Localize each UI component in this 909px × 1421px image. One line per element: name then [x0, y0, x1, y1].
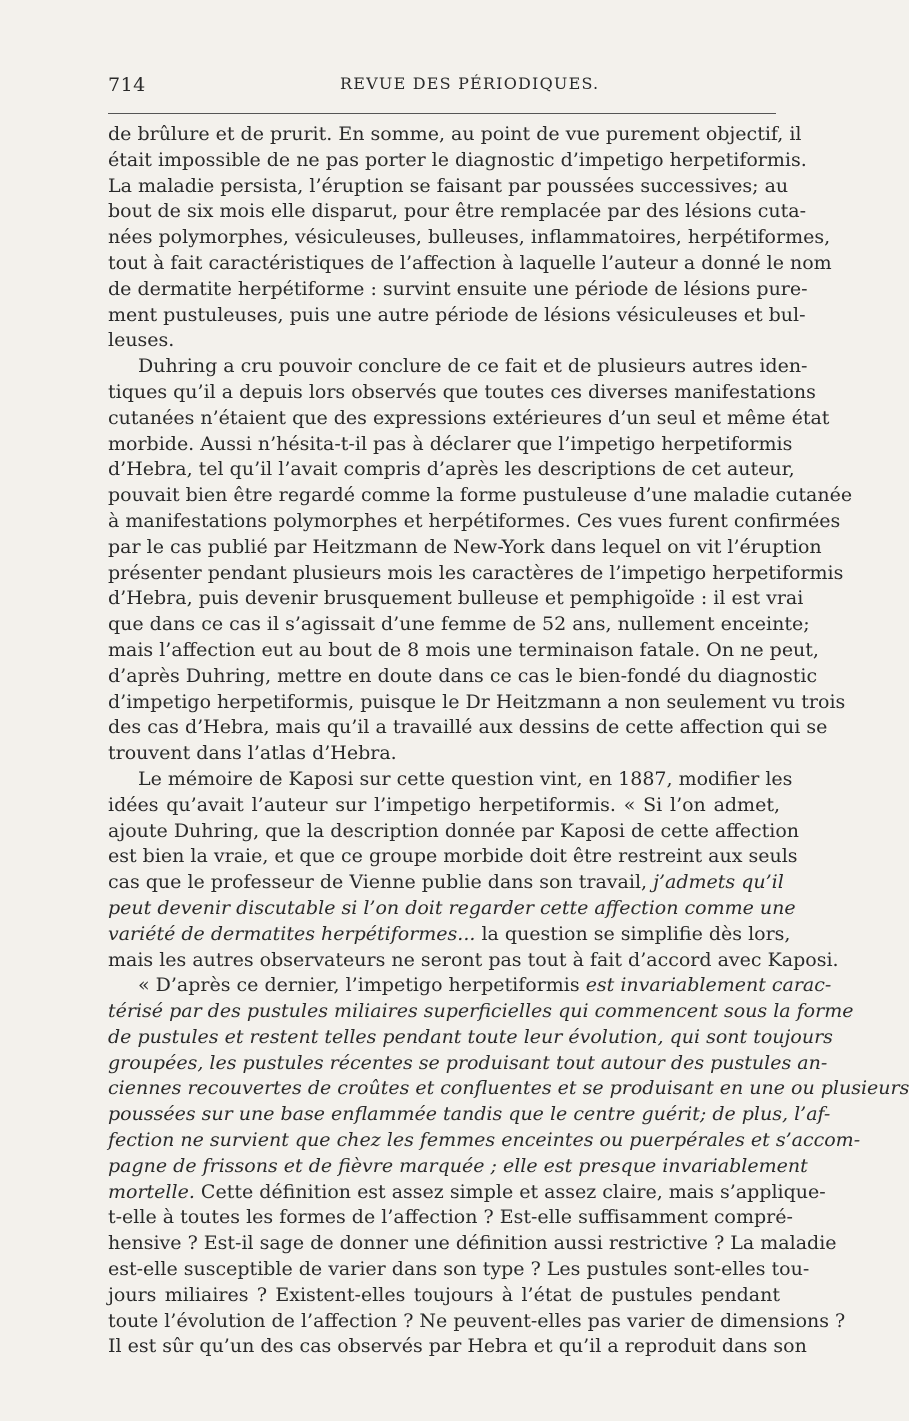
text-line: des cas d’Hebra, mais qu’il a travaillé aux dessins de cette affection qui se — [108, 716, 828, 739]
text-line: Le mémoire de Kaposi sur cette question vint, en 1887, modifier les — [138, 767, 793, 790]
italic-text-line: poussées sur une base enflammée tandis que le centre guérit; de plus, l’af- — [108, 1103, 831, 1126]
text-segment: cas que le professeur de Vienne publie dans son travail, — [108, 871, 648, 894]
text-line — [108, 973, 832, 999]
text-line: était impossible de ne pas porter le diagnostic d’impetigo herpetiformis. — [108, 148, 807, 171]
italic-text-line: groupées, les pustules récentes se produisant tout autour des pustules an- — [108, 1051, 828, 1074]
text-line: t-elle à toutes les formes de l’affection ? Est-elle suffisamment compré- — [108, 1206, 793, 1229]
text-line: ajoute Duhring, que la description donnée par Kaposi de cette affection — [108, 819, 800, 842]
italic-text-line: ciennes recouvertes de croûtes et confluentes et se produisant en une ou plusieurs — [108, 1077, 909, 1100]
italic-text-segment: est invariablement carac- — [585, 974, 832, 997]
italic-text-line: peut devenir discutable si l’on doit regarder cette affection comme une — [108, 896, 796, 919]
text-line — [108, 1180, 826, 1206]
italic-text-segment: j’admets qu’il — [653, 871, 784, 894]
text-line: La maladie persista, l’éruption se faisant par poussées successives; au — [108, 174, 789, 197]
text-line: de dermatite herpétiforme : survint ensuite une période de lésions pure- — [108, 277, 808, 300]
italic-text-line: fection ne survient que chez les femmes enceintes ou puerpérales et s’accom- — [108, 1129, 861, 1152]
italic-text-line: térisé par des pustules miliaires superficielles qui commencent sous la forme — [108, 1000, 854, 1023]
text-line: est bien la vraie, et que ce groupe morbide doit être restreint aux seuls — [108, 845, 798, 868]
running-title: REVUE DES PÉRIODIQUES. — [340, 74, 600, 93]
text-line: tiques qu’il a depuis lors observés que toutes ces diverses manifestations — [108, 380, 816, 403]
text-line: Il est sûr qu’un des cas observés par Hebra et qu’il a reproduit dans son — [108, 1335, 807, 1358]
text-line: morbide. Aussi n’hésita-t-il pas à déclarer que l’impetigo herpetiformis — [108, 432, 793, 455]
italic-text-line: de pustules et restent telles pendant toute leur évolution, qui sont toujours — [108, 1025, 833, 1048]
page-header — [108, 74, 776, 98]
italic-text-segment: mortelle. — [108, 1180, 195, 1203]
body-text — [108, 122, 909, 1360]
text-line: bout de six mois elle disparut, pour être remplacée par des lésions cuta- — [108, 200, 807, 223]
text-line: est-elle susceptible de varier dans son type ? Les pustules sont-elles tou- — [108, 1258, 810, 1281]
text-line — [108, 922, 791, 948]
text-line: trouvent dans l’atlas d’Hebra. — [108, 742, 397, 765]
text-segment: la question se simplifie dès lors, — [481, 922, 791, 945]
text-line: Duhring a cru pouvoir conclure de ce fait et de plusieurs autres iden- — [138, 355, 808, 378]
text-line: ment pustuleuses, puis une autre période de lésions vésiculeuses et bul- — [108, 303, 806, 326]
text-line: d’impetigo herpetiformis, puisque le Dr Heitzmann a non seulement vu trois — [108, 690, 846, 713]
text-line: de brûlure et de prurit. En somme, au point de vue purement objectif, il — [108, 123, 802, 145]
text-line — [108, 870, 784, 896]
header-rule — [108, 113, 776, 114]
text-line: par le cas publié par Heitzmann de New-York dans lequel on vit l’éruption — [108, 535, 822, 558]
text-line: mais l’affection eut au bout de 8 mois une terminaison fatale. On ne peut, — [108, 638, 819, 661]
text-segment: « D’après ce dernier, l’impetigo herpetiformis — [138, 974, 580, 997]
text-line: cutanées n’étaient que des expressions extérieures d’un seul et même état — [108, 406, 830, 429]
text-line: idées qu’avait l’auteur sur l’impetigo herpetiformis. « Si l’on admet, — [108, 793, 780, 816]
text-line: pouvait bien être regardé comme la forme pustuleuse d’une maladie cutanée — [108, 484, 853, 507]
text-line: tout à fait caractéristiques de l’affection à laquelle l’auteur a donné le nom — [108, 251, 832, 274]
text-line: leuses. — [108, 329, 175, 352]
italic-text-line: pagne de frissons et de fièvre marquée ; elle est presque invariablement — [108, 1154, 808, 1177]
page-number: 714 — [108, 74, 146, 96]
text-line: nées polymorphes, vésiculeuses, bulleuses, inflammatoires, herpétiformes, — [108, 226, 831, 249]
text-segment: Cette définition est assez simple et assez claire, mais s’applique- — [200, 1180, 826, 1203]
text-line: hensive ? Est-il sage de donner une définition aussi restrictive ? La maladie — [108, 1232, 837, 1255]
text-line: que dans ce cas il s’agissait d’une femme de 52 ans, nullement enceinte; — [108, 613, 810, 636]
text-line: d’Hebra, tel qu’il l’avait compris d’après les descriptions de cet auteur, — [108, 458, 795, 481]
text-line: toute l’évolution de l’affection ? Ne peuvent-elles pas varier de dimensions ? — [108, 1309, 846, 1332]
text-line: mais les autres observateurs ne seront pas tout à fait d’accord avec Kaposi. — [108, 948, 839, 971]
text-line: jours miliaires ? Existent-elles toujours à l’état de pustules pendant — [108, 1283, 780, 1306]
text-line: d’Hebra, puis devenir brusquement bulleuse et pemphigoïde : il est vrai — [108, 587, 804, 610]
text-line: présenter pendant plusieurs mois les caractères de l’impetigo herpetiformis — [108, 561, 844, 584]
italic-text-segment: variété de dermatites herpétiformes... — [108, 922, 476, 945]
text-line: d’après Duhring, mettre en doute dans ce cas le bien-fondé du diagnostic — [108, 664, 818, 687]
text-line: à manifestations polymorphes et herpétiformes. Ces vues furent confirmées — [108, 509, 841, 532]
